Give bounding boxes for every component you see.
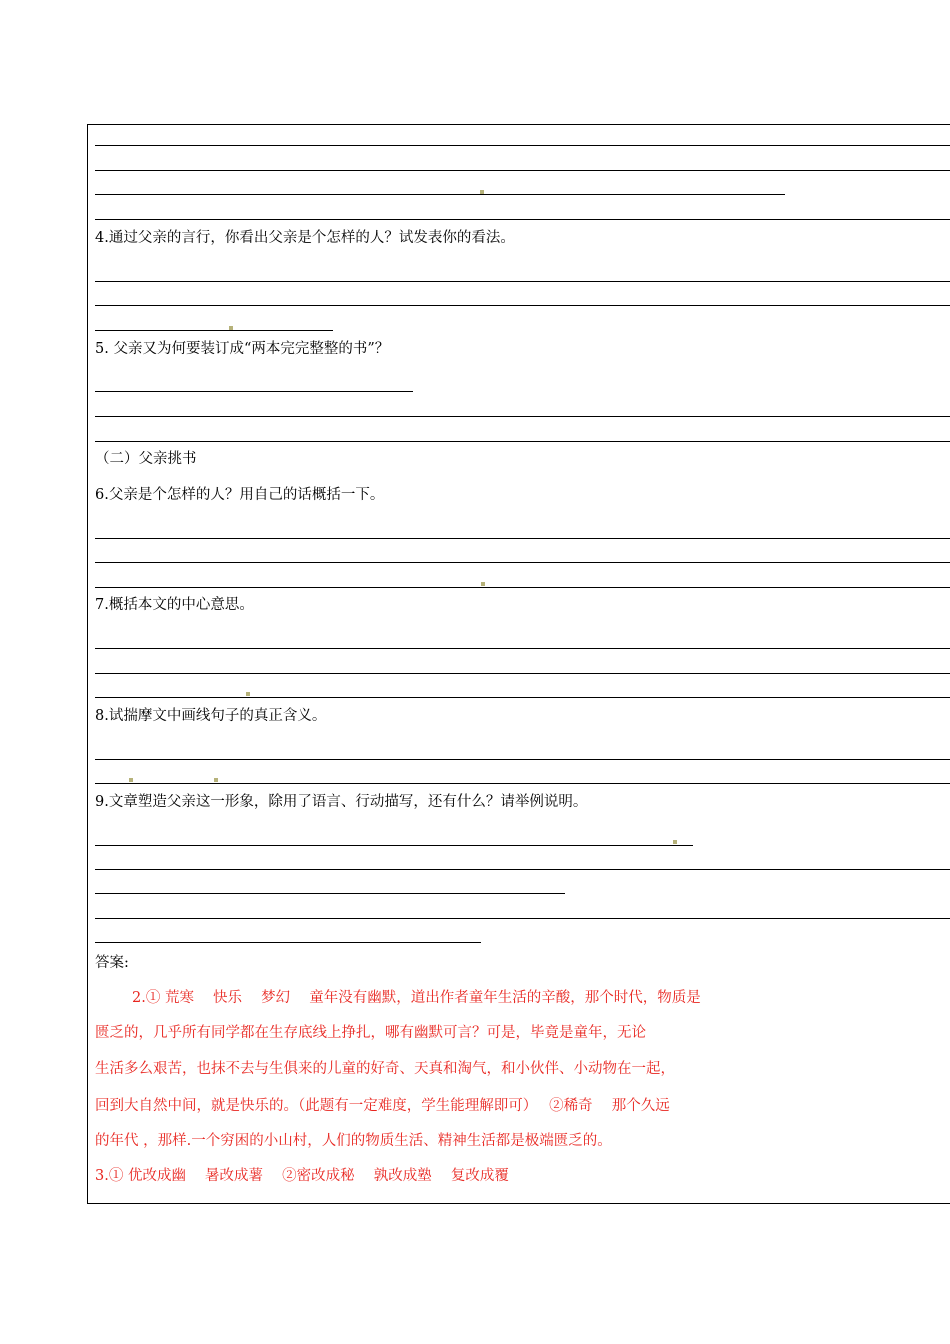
marker-dot	[214, 778, 218, 782]
answer-line	[95, 845, 693, 846]
question-7: 7.概括本文的中心意思。	[95, 597, 254, 613]
answer-line	[95, 918, 950, 919]
answer-line	[95, 281, 950, 282]
question-6: 6.父亲是个怎样的人？用自己的话概括一下。	[95, 487, 385, 503]
answer-line	[95, 416, 950, 417]
marker-dot	[673, 840, 677, 844]
answer-line	[95, 145, 950, 146]
answer-line	[95, 942, 481, 943]
answer-line	[95, 648, 950, 649]
answer-line	[95, 587, 950, 588]
answer-line	[95, 391, 413, 392]
answer-line	[95, 170, 950, 171]
answer-line	[95, 562, 950, 563]
answer-line	[95, 194, 785, 195]
answer-line	[95, 305, 950, 306]
marker-dot	[229, 326, 233, 330]
answer-line	[95, 330, 333, 331]
answer-3-line-1: 3.① 优改成幽 暑改成薯 ②密改成秘 孰改成塾 复改成覆	[95, 1168, 509, 1184]
answer-line	[95, 441, 950, 442]
question-4: 4.通过父亲的言行，你看出父亲是个怎样的人？试发表你的看法。	[95, 230, 515, 246]
marker-dot	[480, 190, 484, 194]
answer-line	[95, 783, 950, 784]
answer-2-line-4: 回到大自然中间，就是快乐的。（此题有一定难度，学生能理解即可） ②稀奇 那个久远	[95, 1098, 670, 1114]
answer-label: 答案:	[95, 955, 129, 971]
answer-line	[95, 697, 950, 698]
answer-line	[95, 538, 950, 539]
marker-dot	[481, 582, 485, 586]
marker-dot	[246, 692, 250, 696]
answer-2-line-2: 匮乏的，几乎所有同学都在生存底线上挣扎，哪有幽默可言？可是，毕竟是童年，无论	[95, 1025, 646, 1041]
question-8: 8.试揣摩文中画线句子的真正含义。	[95, 708, 327, 724]
marker-dot	[129, 778, 133, 782]
answer-2-line-5: 的年代 ，那样.一个穷困的小山村，人们的物质生活、精神生活都是极端匮乏的。	[95, 1133, 612, 1149]
answer-2-line-3: 生活多么艰苦，也抹不去与生俱来的儿童的好奇、天真和淘气，和小伙伴、小动物在一起，	[95, 1061, 675, 1077]
answer-line	[95, 219, 950, 220]
answer-line	[95, 759, 950, 760]
answer-line	[95, 893, 565, 894]
section-heading: （二）父亲挑书	[95, 451, 197, 467]
question-5: 5. 父亲又为何要装订成“两本完完整整的书”？	[95, 341, 390, 357]
answer-2-line-1: 2.① 荒寒 快乐 梦幻 童年没有幽默，道出作者童年生活的辛酸，那个时代，物质是	[132, 990, 701, 1006]
question-9: 9.文章塑造父亲这一形象，除用了语言、行动描写，还有什么？请举例说明。	[95, 794, 588, 810]
answer-line	[95, 673, 950, 674]
answer-line	[95, 869, 950, 870]
